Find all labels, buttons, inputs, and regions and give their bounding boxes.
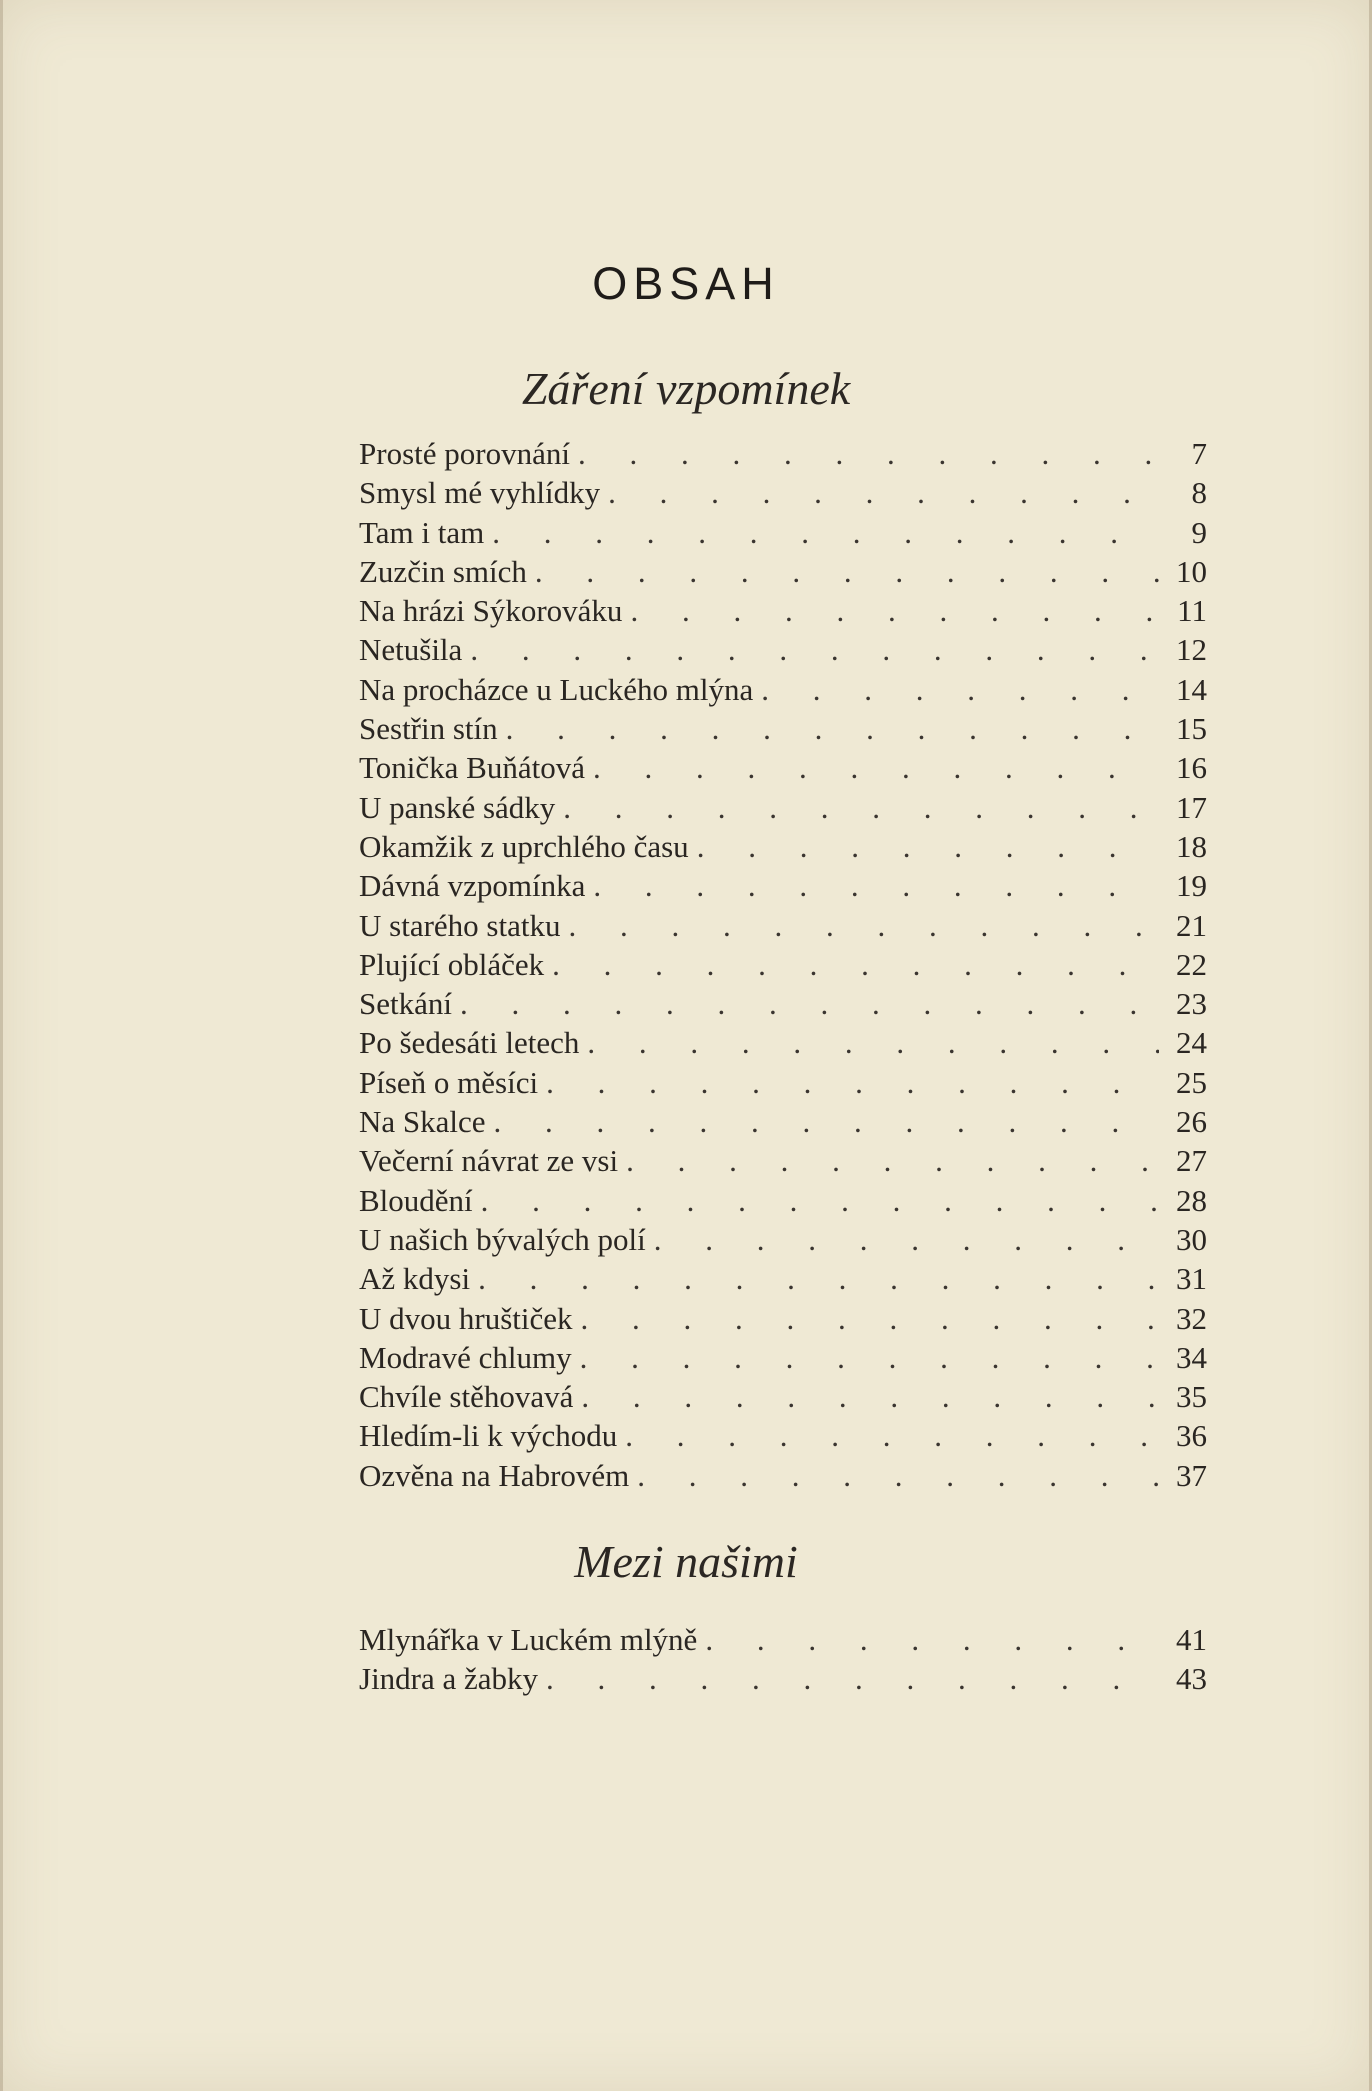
dot-leader <box>581 1377 1159 1416</box>
toc-entry-title: Modravé chlumy <box>359 1338 580 1377</box>
toc-entry-title: U starého statku <box>359 906 568 945</box>
toc-entry-title: U dvou hruštiček <box>359 1299 581 1338</box>
dot-leader <box>552 945 1159 984</box>
toc-entry-page-number: 31 <box>1159 1259 1207 1298</box>
toc-entry-page-number: 7 <box>1159 434 1207 473</box>
page-title: OBSAH <box>592 258 780 309</box>
toc-entry-title: Píseň o měsíci <box>359 1063 546 1102</box>
dot-leader <box>581 1299 1159 1338</box>
toc-entry-title: Na hrázi Sýkorováku <box>359 591 630 630</box>
dot-leader <box>593 748 1159 787</box>
toc-entry <box>359 827 1207 866</box>
toc-entry-title: Večerní návrat ze vsi <box>359 1141 626 1180</box>
toc-entry-page-number: 18 <box>1159 827 1207 866</box>
toc-entry <box>359 1659 1207 1698</box>
toc-entry <box>359 945 1207 984</box>
toc-entry <box>359 788 1207 827</box>
toc-entry-title: Až kdysi <box>359 1259 478 1298</box>
dot-leader <box>626 1141 1159 1180</box>
toc-entry <box>359 1181 1207 1220</box>
toc-entry-page-number: 21 <box>1159 906 1207 945</box>
toc-entry-title: Smysl mé vyhlídky <box>359 473 608 512</box>
toc-entry-page-number: 32 <box>1159 1299 1207 1338</box>
toc-entry-title: Zuzčin smích <box>359 552 535 591</box>
toc-entry <box>359 473 1207 512</box>
toc-entry <box>359 1220 1207 1259</box>
toc-entry-page-number: 15 <box>1159 709 1207 748</box>
toc-entry-page-number: 22 <box>1159 945 1207 984</box>
dot-leader <box>506 709 1159 748</box>
toc-entry-page-number: 35 <box>1159 1377 1207 1416</box>
toc-entry-title: Tam i tam <box>359 513 492 552</box>
toc-entry-title: U našich bývalých polí <box>359 1220 654 1259</box>
toc-entry-title: Bloudění <box>359 1181 481 1220</box>
toc-entry-page-number: 26 <box>1159 1102 1207 1141</box>
toc-entry-page-number: 19 <box>1159 866 1207 905</box>
toc-entry <box>359 1456 1207 1495</box>
toc-entry-page-number: 25 <box>1159 1063 1207 1102</box>
toc-entry <box>359 1338 1207 1377</box>
toc-entry <box>359 552 1207 591</box>
dot-leader <box>535 552 1159 591</box>
toc-entry <box>359 1416 1207 1455</box>
toc-entry <box>359 513 1207 552</box>
dot-leader <box>494 1102 1159 1141</box>
toc-entry-page-number: 9 <box>1159 513 1207 552</box>
dot-leader <box>654 1220 1159 1259</box>
toc-entry <box>359 670 1207 709</box>
toc-entry-title: Prosté porovnání <box>359 434 578 473</box>
toc-entry-title: Na procházce u Luckého mlýna <box>359 670 761 709</box>
section-title-mezi-nasimi: Mezi našimi <box>574 1536 798 1587</box>
toc-entry-title: Plující obláček <box>359 945 552 984</box>
dot-leader <box>608 473 1159 512</box>
toc-entry-page-number: 11 <box>1159 591 1207 630</box>
toc-entry-title: Chvíle stěhovavá <box>359 1377 581 1416</box>
dot-leader <box>563 788 1159 827</box>
dot-leader <box>481 1181 1159 1220</box>
dot-leader <box>761 670 1159 709</box>
toc-entry-title: U panské sádky <box>359 788 563 827</box>
toc-entry <box>359 434 1207 473</box>
toc-entry <box>359 1102 1207 1141</box>
toc-entry-page-number: 28 <box>1159 1181 1207 1220</box>
toc-entry <box>359 709 1207 748</box>
toc-entry <box>359 630 1207 669</box>
toc-entry-page-number: 27 <box>1159 1141 1207 1180</box>
toc-entry <box>359 984 1207 1023</box>
toc-list-zareni-vzpominek <box>359 434 1207 1495</box>
toc-entry-title: Dávná vzpomínka <box>359 866 593 905</box>
dot-leader <box>578 434 1159 473</box>
toc-entry <box>359 1620 1207 1659</box>
toc-entry-page-number: 10 <box>1159 552 1207 591</box>
toc-entry <box>359 1259 1207 1298</box>
toc-entry <box>359 591 1207 630</box>
toc-entry <box>359 748 1207 787</box>
dot-leader <box>478 1259 1159 1298</box>
toc-entry <box>359 866 1207 905</box>
toc-entry-page-number: 17 <box>1159 788 1207 827</box>
toc-entry <box>359 1141 1207 1180</box>
toc-entry-title: Mlynářka v Luckém mlýně <box>359 1620 705 1659</box>
toc-entry-title: Netušila <box>359 630 470 669</box>
toc-entry <box>359 906 1207 945</box>
toc-entry-title: Sestřin stín <box>359 709 506 748</box>
toc-entry-page-number: 24 <box>1159 1023 1207 1062</box>
toc-list-mezi-nasimi <box>359 1620 1207 1699</box>
toc-entry-title: Tonička Buňátová <box>359 748 593 787</box>
toc-entry-page-number: 30 <box>1159 1220 1207 1259</box>
page-edge-left <box>0 0 3 2091</box>
dot-leader <box>546 1063 1159 1102</box>
toc-entry-page-number: 36 <box>1159 1416 1207 1455</box>
toc-entry-page-number: 37 <box>1159 1456 1207 1495</box>
dot-leader <box>705 1620 1159 1659</box>
toc-entry-title: Okamžik z uprchlého času <box>359 827 697 866</box>
dot-leader <box>470 630 1159 669</box>
dot-leader <box>593 866 1159 905</box>
dot-leader <box>587 1023 1159 1062</box>
toc-entry <box>359 1299 1207 1338</box>
toc-entry-title: Po šedesáti letech <box>359 1023 587 1062</box>
dot-leader <box>637 1456 1159 1495</box>
toc-entry-page-number: 12 <box>1159 630 1207 669</box>
toc-entry-page-number: 34 <box>1159 1338 1207 1377</box>
toc-entry-page-number: 23 <box>1159 984 1207 1023</box>
dot-leader <box>546 1659 1159 1698</box>
dot-leader <box>460 984 1159 1023</box>
section-title-zareni-vzpominek: Záření vzpomínek <box>521 363 851 414</box>
toc-entry-title: Ozvěna na Habrovém <box>359 1456 637 1495</box>
toc-entry-page-number: 8 <box>1159 473 1207 512</box>
toc-entry <box>359 1063 1207 1102</box>
toc-entry-title: Setkání <box>359 984 460 1023</box>
dot-leader <box>568 906 1159 945</box>
dot-leader <box>697 827 1159 866</box>
toc-entry-page-number: 41 <box>1159 1620 1207 1659</box>
toc-entry-page-number: 43 <box>1159 1659 1207 1698</box>
toc-entry-page-number: 14 <box>1159 670 1207 709</box>
toc-entry-title: Jindra a žabky <box>359 1659 546 1698</box>
toc-entry-title: Hledím-li k východu <box>359 1416 625 1455</box>
toc-entry <box>359 1377 1207 1416</box>
toc-entry <box>359 1023 1207 1062</box>
dot-leader <box>630 591 1159 630</box>
dot-leader <box>625 1416 1159 1455</box>
dot-leader <box>492 513 1159 552</box>
toc-entry-title: Na Skalce <box>359 1102 494 1141</box>
dot-leader <box>580 1338 1159 1377</box>
toc-entry-page-number: 16 <box>1159 748 1207 787</box>
